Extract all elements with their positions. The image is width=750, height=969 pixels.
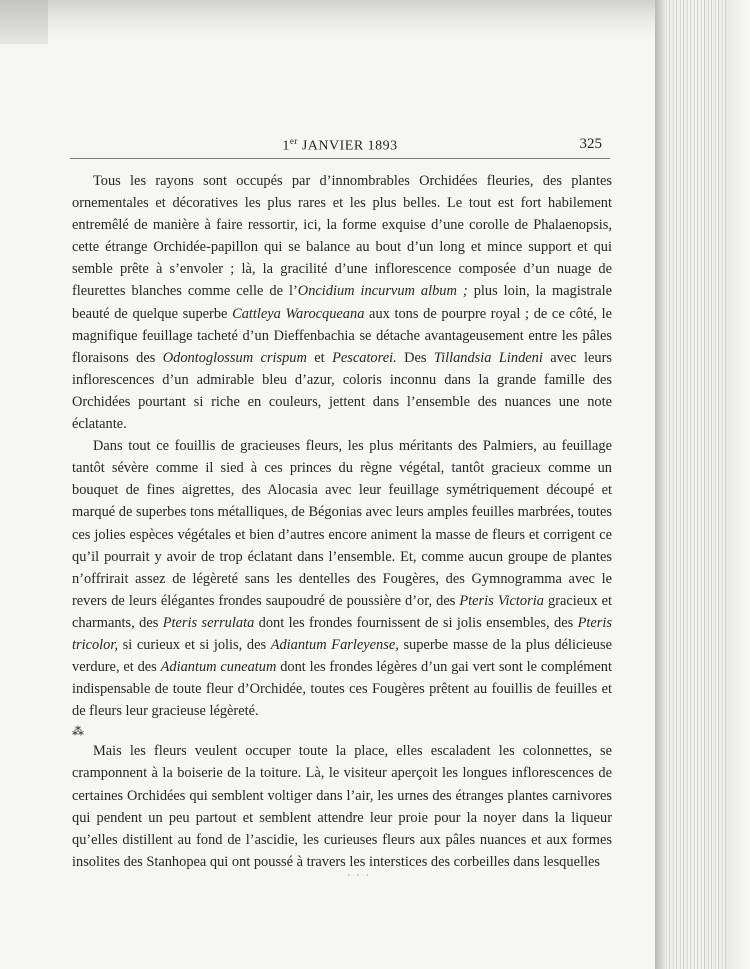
body-text [72,170,612,873]
paragraph-1: Tous les rayons sont occupés par d’innombrables Orchidées fleuries, des plantes ornementales et décoratives les plus rares et les plus belles. Le tout est fort habilement entremêlé de manière à faire ressortir, ici, la forme exquise d’une corolle de Phalaenopsis, cette étrange Orchidée-papillon qui se balance au bout d’un long et mince support et qui semble prête à s’envoler ; là, la gracilité d’une inflorescence composée d’un nuage de fleurettes blanches comme celle de l’Oncidium incurvum album ; plus loin, la magistrale beauté de quelque superbe Cattleya Warocqueana aux tons de pourpre royal ; de ce côté, le magnifique feuillage tacheté d’un Dieffenbachia se détache avantageusement entre les pâles floraisons des Odontoglossum crispum et Pescatorei. Des Tillandsia Lindeni avec leurs inflorescences d’un admirable bleu d’azur, coloris inconnu dans la grande famille des Orchidées pourtant si riche en couleurs, jettent dans l’ensemble des nuances une note éclatante. [72,173,612,433]
book-page [40,40,655,940]
paragraph-3: Mais les fleurs veulent occuper toute la place, elles escaladent les colonnettes, se cramponnent à la boiserie de la toiture. Là, le visiteur aperçoit les longues inflorescences de certaines Orchidées qui semblent voltiger dans l’air, les urnes des étranges plantes carnivores qui pendent un peu partout et semblent attendre leur proie pour la noyer dans la liqueur qu’elles distillent au fond de l’ascidie, les curieuses fleurs aux pâles nuances et aux formes insolites des Stanhopea qui ont poussé à travers les interstices des corbeilles dans lesquelles [72,743,612,870]
page-number: 325 [579,136,602,152]
footer-mark: · · · [347,870,371,880]
book-page-edges [655,0,750,969]
header-date: 1er JANVIER 1893 [282,136,398,154]
running-header [70,134,610,159]
section-separator: ⁂ [72,724,84,739]
scan-top-edge [0,0,750,40]
paragraph-2: Dans tout ce fouillis de gracieuses fleurs, les plus méritants des Palmiers, au feuillage tantôt sévère comme il sied à ces princes du règne végétal, tantôt gracieux comme un bouquet de fines aigrettes, des Alocasia avec leur feuillage symétriquement découpé et marqué de superbes tons métalliques, de Bégonias avec leurs amples feuilles marbrées, toutes ces jolies espèces végétales et bien d’autres encore animent la masse de fleurs et corrigent ce qu’il pourrait y avoir de trop éclatant dans l’ensemble. Et, comme aucun groupe de plantes n’offrirait assez de légèreté sans les dentelles des Fougères, des Gymnogramma avec le revers de leurs élégantes frondes saupoudré de poussière d’or, des Pteris Victoria gracieux et charmants, des Pteris serrulata dont les frondes fournissent de si jolis ensembles, des Pteris tricolor, si curieux et si jolis, des Adiantum Farleyense, superbe masse de la plus délicieuse verdure, et des Adiantum cuneatum dont les frondes légères d’un gai vert sont le complément indispensable de toute fleur d’Orchidée, toutes ces Fougères prêtent au fouillis de feuilles et de fleurs leur gracieuse légèreté. [72,438,612,720]
